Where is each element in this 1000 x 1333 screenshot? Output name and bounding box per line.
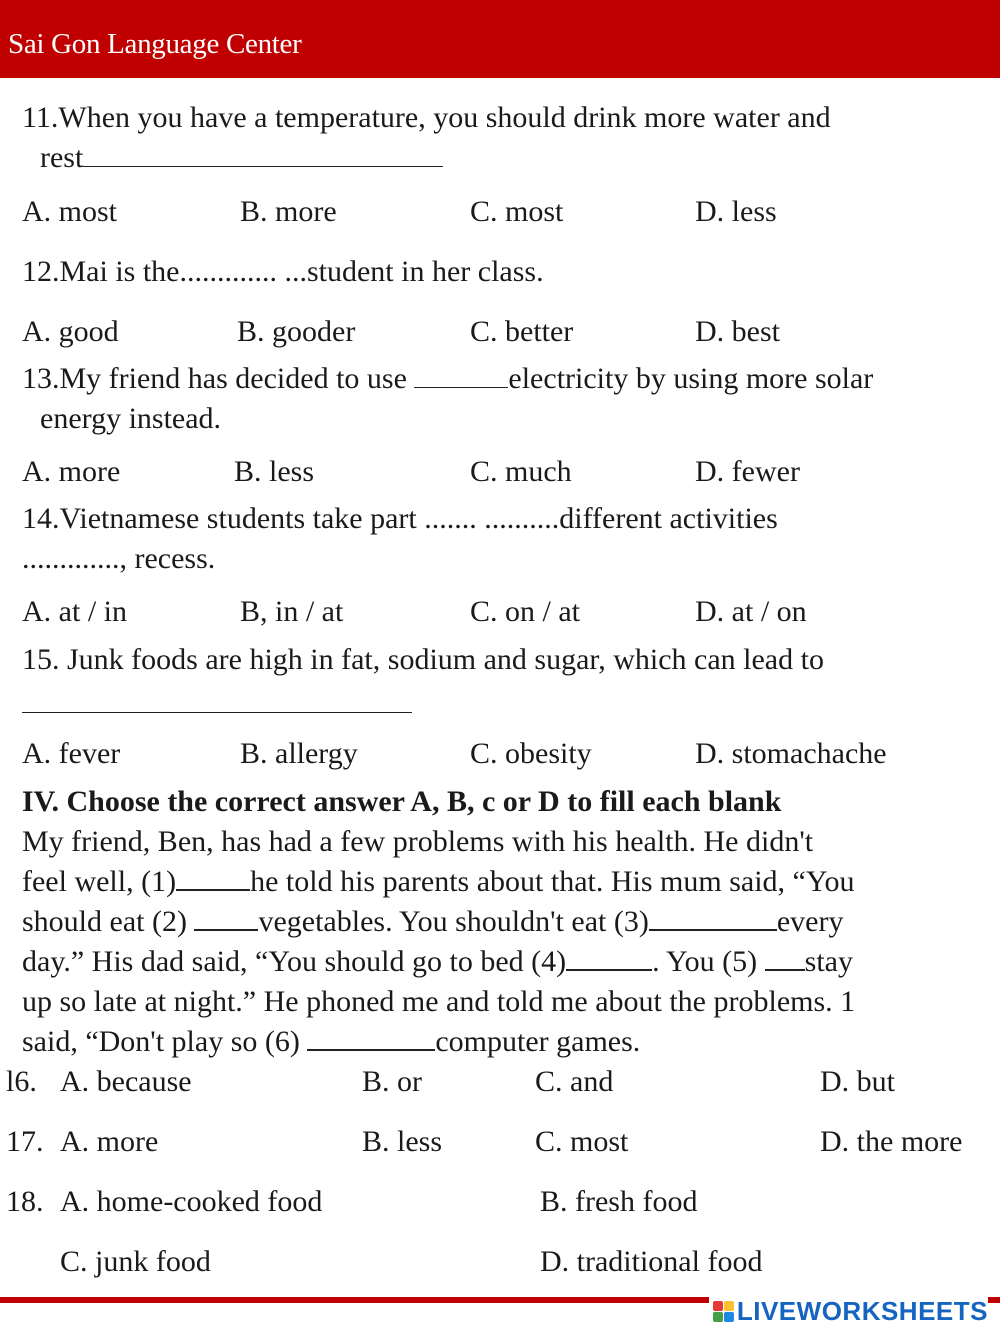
q17-option-c[interactable]: C. most	[535, 1125, 629, 1158]
q14-option-d[interactable]: D. at / on	[695, 595, 807, 628]
passage-line4-c: stay	[804, 945, 853, 978]
q17-option-a[interactable]: A. more	[60, 1125, 159, 1158]
q12-option-b[interactable]: B. gooder	[237, 315, 356, 348]
passage-line2-b: he told his parents about that. His mum said, “You	[250, 865, 855, 898]
q13-blank[interactable]	[414, 386, 508, 388]
q15-option-c[interactable]: C. obesity	[470, 737, 592, 770]
q11-line2	[40, 143, 443, 173]
q13-line2: energy instead.	[40, 402, 222, 435]
passage-line6-a: said, “Don't play so (6)	[22, 1025, 308, 1058]
passage-line6-b: computer games.	[435, 1025, 641, 1058]
q15-option-d[interactable]: D. stomachache	[695, 737, 887, 770]
q11-line2-text: rest	[40, 141, 84, 174]
q15-option-a[interactable]: A. fever	[22, 737, 121, 770]
q12-text: 12.Mai is the............. ...student in her class.	[22, 255, 544, 288]
logo-square-red	[713, 1301, 723, 1311]
q14-line2: ............., recess.	[22, 542, 216, 575]
q14-option-c[interactable]: C. on / at	[470, 595, 580, 628]
passage-line3	[22, 907, 843, 937]
q13-option-a[interactable]: A. more	[22, 455, 121, 488]
q13-option-c[interactable]: C. much	[470, 455, 572, 488]
blank-4[interactable]	[566, 968, 652, 971]
logo-square-green	[713, 1312, 723, 1322]
passage-line1: My friend, Ben, has had a few problems with his health. He didn't	[22, 825, 814, 858]
passage-line3-c: every	[776, 905, 844, 938]
liveworksheets-icon	[713, 1301, 734, 1322]
passage-line4-a: day.” His dad said, “You should go to bed (4)	[22, 945, 567, 978]
q17-number: 17.	[6, 1125, 44, 1158]
q15-option-b[interactable]: B. allergy	[240, 737, 358, 770]
header-title: Sai Gon Language Center	[8, 28, 302, 60]
q18-option-a[interactable]: A. home-cooked food	[60, 1185, 323, 1218]
passage-line3-a: should eat (2)	[22, 905, 195, 938]
passage-line5: up so late at night.” He phoned me and told me about the problems. 1	[22, 985, 856, 1018]
passage-line2	[22, 867, 855, 897]
q14-line1: 14.Vietnamese students take part ....... ..........different activities	[22, 502, 778, 535]
blank-1[interactable]	[176, 888, 250, 891]
blank-5[interactable]	[765, 968, 805, 971]
passage-line3-b: vegetables. You shouldn't eat (3)	[258, 905, 649, 938]
q11-option-a[interactable]: A. most	[22, 195, 118, 228]
q18-option-c[interactable]: C. junk food	[60, 1245, 211, 1278]
q16-option-a[interactable]: A. because	[60, 1065, 192, 1098]
q16-option-b[interactable]: B. or	[362, 1065, 422, 1098]
q11-option-d[interactable]: D. less	[695, 195, 777, 228]
q11-line1: 11.When you have a temperature, you should drink more water and	[22, 101, 831, 134]
passage-line4-b: . You (5)	[652, 945, 765, 978]
q17-option-d[interactable]: D. the more	[820, 1125, 963, 1158]
q14-option-a[interactable]: A. at / in	[22, 595, 127, 628]
q18-option-b[interactable]: B. fresh food	[540, 1185, 698, 1218]
q12-option-a[interactable]: A. good	[22, 315, 119, 348]
q12-option-d[interactable]: D. best	[695, 315, 780, 348]
q13-option-b[interactable]: B. less	[234, 455, 315, 488]
header-bar	[0, 0, 1000, 78]
q13-line1-b: electricity by using more solar	[508, 362, 874, 395]
q14-option-b[interactable]: B, in / at	[240, 595, 344, 628]
q11-blank[interactable]	[83, 165, 443, 167]
q15-line1: 15. Junk foods are high in fat, sodium and sugar, which can lead to	[22, 643, 824, 676]
q16-option-d[interactable]: D. but	[820, 1065, 895, 1098]
q18-option-d[interactable]: D. traditional food	[540, 1245, 763, 1278]
passage-line6	[22, 1027, 640, 1057]
q16-option-c[interactable]: C. and	[535, 1065, 614, 1098]
q16-number: l6.	[6, 1065, 37, 1098]
q18-number: 18.	[6, 1185, 44, 1218]
q11-option-c[interactable]: C. most	[470, 195, 564, 228]
passage-line2-a: feel well, (1)	[22, 865, 177, 898]
logo-square-blue	[724, 1312, 734, 1322]
passage-line4	[22, 947, 853, 977]
liveworksheets-text: LIVEWORKSHEETS	[736, 1295, 988, 1326]
q13-line1-a: 13.My friend has decided to use	[22, 362, 415, 395]
q13-line1	[22, 364, 873, 394]
blank-2[interactable]	[194, 928, 258, 931]
q17-option-b[interactable]: B. less	[362, 1125, 443, 1158]
blank-6[interactable]	[307, 1048, 435, 1051]
q12-option-c[interactable]: C. better	[470, 315, 574, 348]
q15-blank[interactable]	[22, 712, 412, 713]
q13-option-d[interactable]: D. fewer	[695, 455, 800, 488]
logo-square-yellow	[724, 1301, 734, 1311]
q11-option-b[interactable]: B. more	[240, 195, 337, 228]
section4-heading: IV. Choose the correct answer A, B, c or D to fill each blank	[22, 785, 782, 818]
liveworksheets-logo[interactable]	[709, 1296, 988, 1326]
blank-3[interactable]	[649, 928, 777, 931]
